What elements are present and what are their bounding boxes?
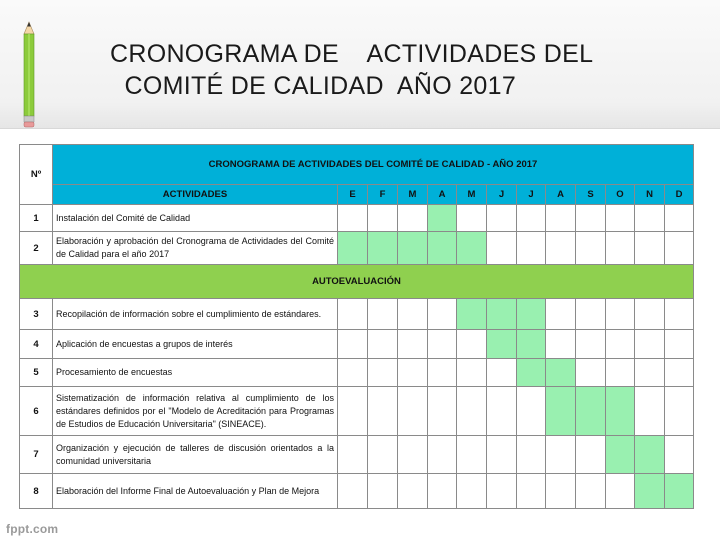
empty-cell: [635, 232, 665, 265]
empty-cell: [457, 205, 487, 232]
empty-cell: [338, 387, 368, 436]
empty-cell: [517, 232, 546, 265]
empty-cell: [546, 436, 576, 474]
month-header: M: [398, 185, 428, 205]
empty-cell: [368, 436, 398, 474]
empty-cell: [487, 359, 517, 387]
activity-row: [20, 436, 694, 474]
activity-number: 3: [20, 299, 53, 330]
scheduled-cell: [338, 232, 368, 265]
empty-cell: [368, 387, 398, 436]
table-main-title: CRONOGRAMA DE ACTIVIDADES DEL COMITÉ DE CALIDAD - AÑO 2017: [53, 145, 694, 185]
empty-cell: [665, 205, 694, 232]
empty-cell: [606, 330, 635, 359]
empty-cell: [368, 205, 398, 232]
activity-number: 4: [20, 330, 53, 359]
month-header: M: [457, 185, 487, 205]
empty-cell: [606, 359, 635, 387]
activity-row: [20, 474, 694, 509]
scheduled-cell: [517, 330, 546, 359]
month-header: A: [428, 185, 457, 205]
month-header: F: [368, 185, 398, 205]
pencil-icon: [14, 20, 44, 128]
scheduled-cell: [546, 387, 576, 436]
activity-number: 5: [20, 359, 53, 387]
empty-cell: [665, 359, 694, 387]
empty-cell: [635, 330, 665, 359]
empty-cell: [546, 232, 576, 265]
empty-cell: [517, 436, 546, 474]
empty-cell: [457, 474, 487, 509]
month-header: J: [517, 185, 546, 205]
slide-title: [110, 38, 690, 102]
activity-description: Procesamiento de encuestas: [53, 359, 338, 387]
empty-cell: [606, 299, 635, 330]
empty-cell: [428, 299, 457, 330]
activity-number: 2: [20, 232, 53, 265]
scheduled-cell: [487, 330, 517, 359]
empty-cell: [428, 359, 457, 387]
highlight-cell: [576, 359, 606, 387]
empty-cell: [428, 474, 457, 509]
empty-cell: [338, 436, 368, 474]
activity-description: Elaboración y aprobación del Cronograma de Actividades del Comité de Calidad para el año 2017: [53, 232, 338, 265]
empty-cell: [487, 436, 517, 474]
empty-cell: [398, 436, 428, 474]
empty-cell: [457, 330, 487, 359]
empty-cell: [517, 205, 546, 232]
empty-cell: [546, 474, 576, 509]
activity-row: [20, 359, 694, 387]
empty-cell: [338, 359, 368, 387]
activity-number: 6: [20, 387, 53, 436]
empty-cell: [576, 330, 606, 359]
empty-cell: [517, 387, 546, 436]
empty-cell: [457, 436, 487, 474]
empty-cell: [398, 387, 428, 436]
scheduled-cell: [517, 359, 546, 387]
month-header: O: [606, 185, 635, 205]
empty-cell: [487, 205, 517, 232]
activity-row: [20, 330, 694, 359]
empty-cell: [398, 359, 428, 387]
watermark: fppt.com: [6, 522, 59, 536]
month-header: J: [487, 185, 517, 205]
empty-cell: [398, 299, 428, 330]
empty-cell: [398, 205, 428, 232]
empty-cell: [428, 436, 457, 474]
empty-cell: [487, 474, 517, 509]
month-header-row: [20, 185, 694, 205]
empty-cell: [576, 299, 606, 330]
empty-cell: [665, 387, 694, 436]
empty-cell: [606, 205, 635, 232]
activity-description: Organización y ejecución de talleres de discusión orientados a la comunidad universitaria: [53, 436, 338, 474]
empty-cell: [368, 330, 398, 359]
activity-row: [20, 232, 694, 265]
empty-cell: [576, 436, 606, 474]
scheduled-cell: [487, 299, 517, 330]
scheduled-cell: [576, 387, 606, 436]
empty-cell: [338, 474, 368, 509]
empty-cell: [606, 232, 635, 265]
scheduled-cell: [635, 436, 665, 474]
slide-title-line1: CRONOGRAMA DE ACTIVIDADES DEL: [110, 40, 594, 68]
empty-cell: [635, 387, 665, 436]
schedule-table-wrapper: [19, 144, 694, 509]
empty-cell: [635, 299, 665, 330]
empty-cell: [546, 299, 576, 330]
highlight-cell: [546, 330, 576, 359]
activity-description: Instalación del Comité de Calidad: [53, 205, 338, 232]
activity-description: Sistematización de información relativa al cumplimiento de los estándares definidos por el "Modelo de Acreditación para Programas de Estudios de Educación Universitaria" (SINEACE).: [53, 387, 338, 436]
scheduled-cell: [606, 387, 635, 436]
month-header: D: [665, 185, 694, 205]
activity-row: [20, 205, 694, 232]
activity-description: Elaboración del Informe Final de Autoevaluación y Plan de Mejora: [53, 474, 338, 509]
empty-cell: [457, 359, 487, 387]
activities-header: ACTIVIDADES: [53, 185, 338, 205]
empty-cell: [517, 474, 546, 509]
empty-cell: [428, 387, 457, 436]
scheduled-cell: [665, 474, 694, 509]
activity-number: 7: [20, 436, 53, 474]
empty-cell: [398, 330, 428, 359]
activity-description: Aplicación de encuestas a grupos de interés: [53, 330, 338, 359]
month-header: E: [338, 185, 368, 205]
activity-number: 1: [20, 205, 53, 232]
month-header: A: [546, 185, 576, 205]
empty-cell: [338, 330, 368, 359]
activity-row: [20, 299, 694, 330]
empty-cell: [487, 232, 517, 265]
empty-cell: [338, 205, 368, 232]
empty-cell: [368, 359, 398, 387]
empty-cell: [665, 330, 694, 359]
empty-cell: [665, 436, 694, 474]
scheduled-cell: [517, 299, 546, 330]
activity-number: 8: [20, 474, 53, 509]
empty-cell: [635, 205, 665, 232]
scheduled-cell: [428, 205, 457, 232]
number-header: Nº: [20, 145, 53, 205]
month-header: S: [576, 185, 606, 205]
empty-cell: [576, 232, 606, 265]
empty-cell: [606, 474, 635, 509]
empty-cell: [368, 299, 398, 330]
activity-description: Recopilación de información sobre el cumplimiento de estándares.: [53, 299, 338, 330]
empty-cell: [457, 387, 487, 436]
month-header: N: [635, 185, 665, 205]
empty-cell: [368, 474, 398, 509]
empty-cell: [576, 205, 606, 232]
empty-cell: [635, 359, 665, 387]
empty-cell: [398, 474, 428, 509]
empty-cell: [487, 387, 517, 436]
scheduled-cell: [457, 232, 487, 265]
scheduled-cell: [457, 299, 487, 330]
scheduled-cell: [635, 474, 665, 509]
empty-cell: [338, 299, 368, 330]
activity-row: [20, 387, 694, 436]
empty-cell: [428, 330, 457, 359]
table-title-row: [20, 145, 694, 185]
empty-cell: [546, 205, 576, 232]
scheduled-cell: [368, 232, 398, 265]
scheduled-cell: [546, 359, 576, 387]
empty-cell: [576, 474, 606, 509]
slide-title-line2: COMITÉ DE CALIDAD AÑO 2017: [124, 72, 517, 100]
scheduled-cell: [398, 232, 428, 265]
section-label: AUTOEVALUACIÓN: [20, 265, 694, 299]
scheduled-cell: [606, 436, 635, 474]
section-band-row: [20, 265, 694, 299]
empty-cell: [665, 299, 694, 330]
scheduled-cell: [428, 232, 457, 265]
schedule-table: [19, 144, 694, 509]
empty-cell: [665, 232, 694, 265]
